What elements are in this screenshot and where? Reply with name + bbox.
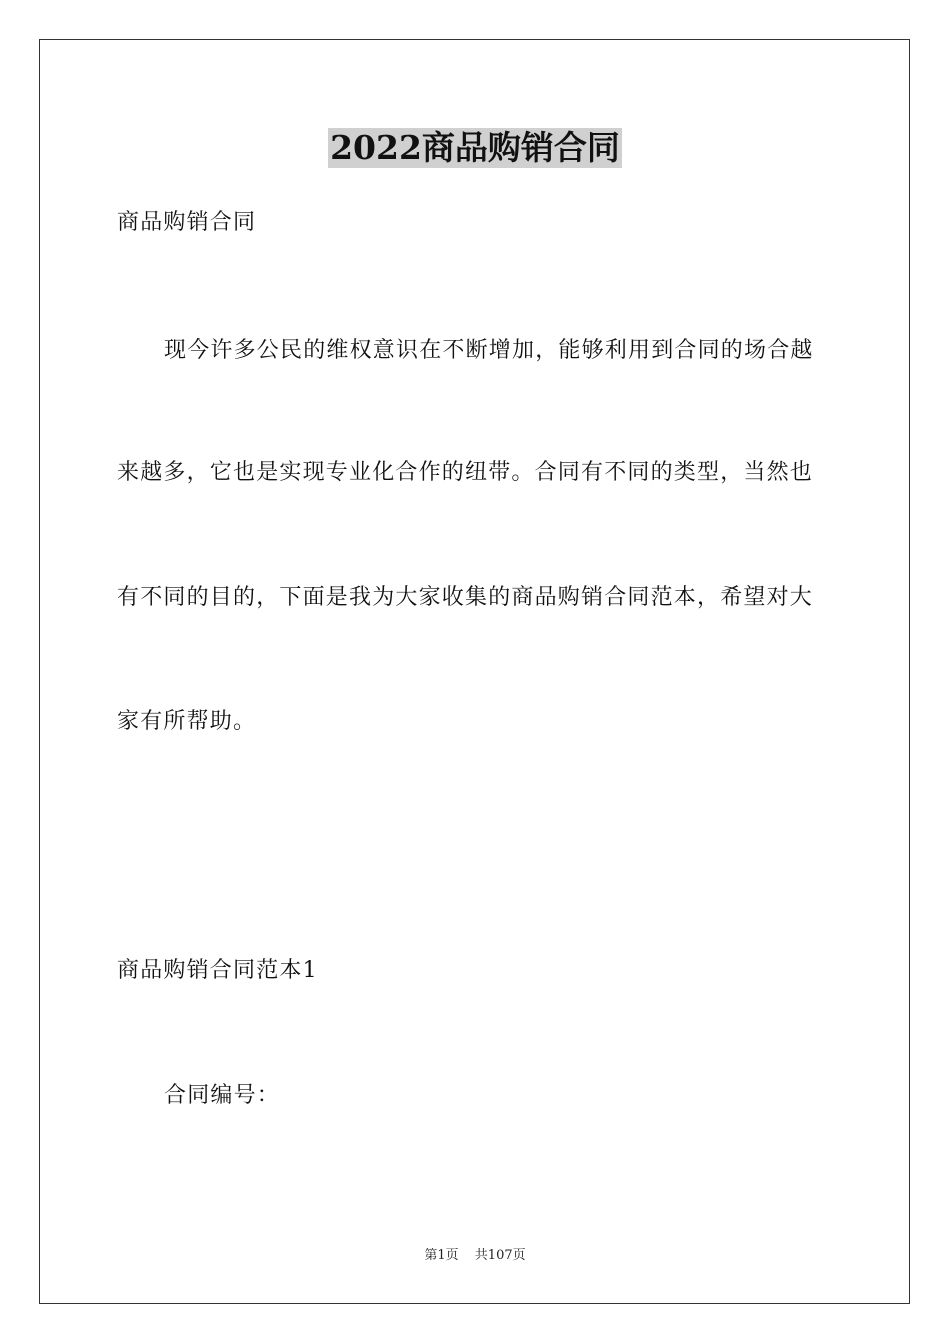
intro-line-4: 家有所帮助。	[117, 709, 257, 734]
page-current: 第1页	[424, 1248, 459, 1263]
page-footer	[0, 1247, 950, 1265]
section-heading: 商品购销合同范本1	[117, 958, 318, 983]
title-container	[0, 128, 950, 168]
intro-line-1: 现今许多公民的维权意识在不断增加，能够利用到合同的场合越	[164, 338, 814, 363]
contract-number-label: 合同编号：	[164, 1083, 281, 1108]
document-title: 2022商品购销合同	[330, 128, 620, 167]
document-subtitle: 商品购销合同	[117, 210, 257, 235]
intro-line-2: 来越多，它也是实现专业化合作的纽带。合同有不同的类型，当然也	[117, 460, 814, 485]
page-total: 共107页	[474, 1248, 526, 1263]
intro-line-3: 有不同的目的，下面是我为大家收集的商品购销合同范本，希望对大	[117, 585, 814, 610]
